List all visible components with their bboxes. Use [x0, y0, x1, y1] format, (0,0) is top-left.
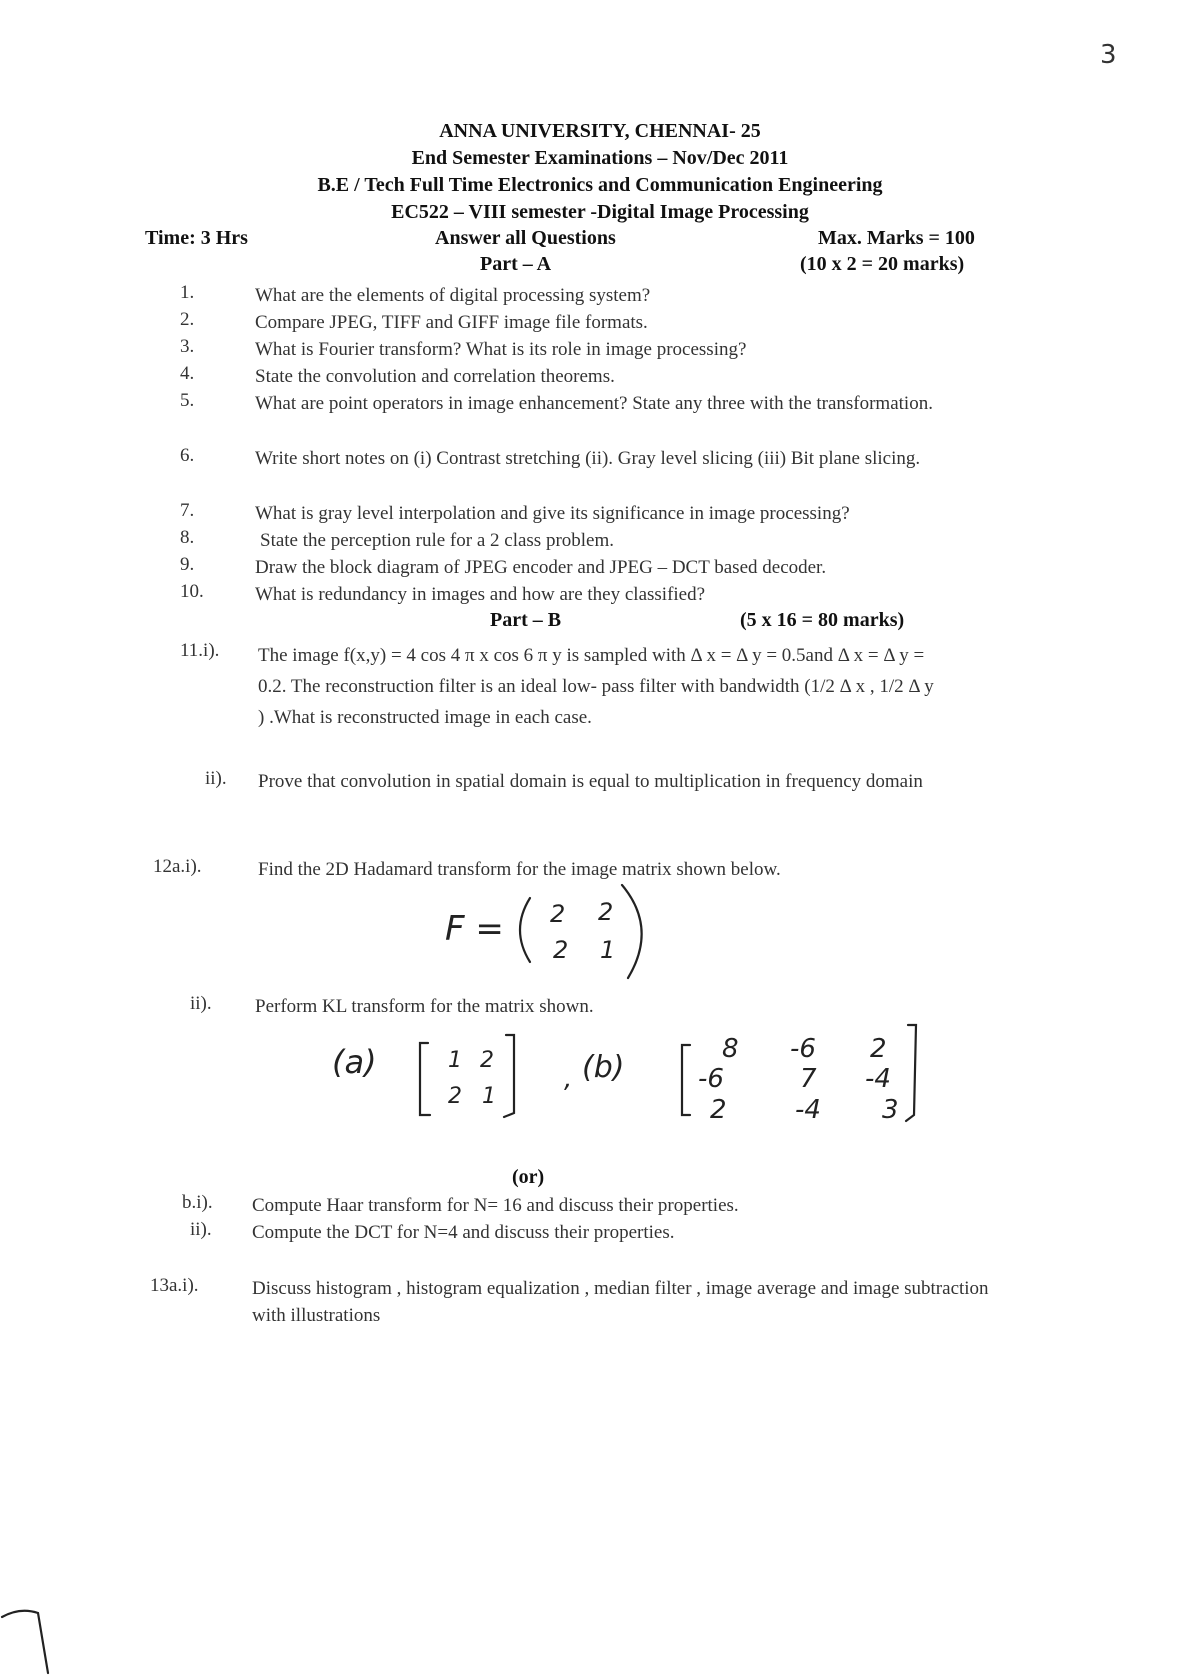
question-text: What is gray level interpolation and give its significance in image processing?: [255, 503, 850, 524]
matrix-cell: 2: [448, 1084, 462, 1109]
question-text: Discuss histogram , histogram equalization , median filter , image average and image subtraction with illustrations: [252, 1278, 989, 1326]
matrix-cell: 1: [482, 1084, 496, 1109]
question-number: 3.: [180, 336, 195, 357]
question-number: 9.: [180, 554, 195, 575]
matrix-cell: 7: [800, 1064, 817, 1094]
university-title: ANNA UNIVERSITY, CHENNAI- 25: [439, 120, 761, 142]
exam-title: End Semester Examinations – Nov/Dec 2011: [411, 147, 789, 169]
question-text: Perform KL transform for the matrix shown.: [255, 996, 594, 1017]
question-number: b.i).: [182, 1192, 213, 1213]
question-text: Draw the block diagram of JPEG encoder and JPEG – DCT based decoder.: [255, 557, 827, 578]
hadamard-matrix: [430, 880, 670, 980]
question-number: 2.: [180, 309, 195, 330]
question-number: 10.: [180, 581, 204, 602]
matrix-cell: 2: [870, 1034, 887, 1064]
question-text: The image f(x,y) = 4 cos 4 π x cos 6 π y is sampled with Δ x = Δ y = 0.5and Δ x = Δ y = 0.2. The reconstruction filter is an ideal low- pass filter with bandwidth (1/2 Δ x , 1/2 Δ y ) .What is reconstructed image in each case.: [258, 645, 934, 728]
course-title: EC522 – VIII semester -Digital Image Processing: [391, 201, 809, 223]
question-number: 13a.i).: [150, 1275, 199, 1296]
matrix-label: (b): [582, 1050, 625, 1085]
part-a-title: Part – A: [480, 253, 552, 275]
question-text: Find the 2D Hadamard transform for the image matrix shown below.: [258, 859, 781, 880]
page-number: 3: [1100, 40, 1117, 70]
program-title: B.E / Tech Full Time Electronics and Communication Engineering: [317, 174, 883, 196]
question-number: 12a.i).: [153, 856, 202, 877]
matrix-cell: 2: [480, 1048, 494, 1073]
question-number: 5.: [180, 390, 195, 411]
exam-instruction: Answer all Questions: [435, 227, 616, 249]
question-number: ii).: [190, 1219, 212, 1240]
matrix-cell: 1: [448, 1048, 462, 1073]
matrix-cell: -4: [795, 1095, 821, 1125]
matrix-cell: 2: [550, 900, 566, 928]
max-marks: Max. Marks = 100: [818, 227, 975, 249]
question-number: 4.: [180, 363, 195, 384]
question-text: State the convolution and correlation theorems.: [255, 366, 615, 387]
part-b-marks: (5 x 16 = 80 marks): [740, 609, 905, 631]
question-text: Prove that convolution in spatial domain is equal to multiplication in frequency domain: [258, 771, 923, 792]
matrix-cell: 2: [710, 1095, 727, 1125]
matrix-cell: 1: [600, 936, 616, 964]
svg-text:,: ,: [564, 1064, 573, 1094]
question-number: 7.: [180, 500, 195, 521]
exam-time: Time: 3 Hrs: [145, 227, 248, 249]
question-number: 1.: [180, 282, 195, 303]
question-text: What are the elements of digital processing system?: [255, 285, 651, 306]
question-number: ii).: [205, 768, 227, 789]
part-a-marks: (10 x 2 = 20 marks): [800, 253, 965, 275]
question-text: Compute Haar transform for N= 16 and discuss their properties.: [252, 1195, 739, 1216]
question-text: What is Fourier transform? What is its role in image processing?: [255, 339, 747, 360]
matrix-cell: -4: [865, 1064, 891, 1094]
question-text: What are point operators in image enhancement? State any three with the transformation.: [255, 393, 933, 414]
matrix-label: F =: [445, 909, 504, 949]
part-b-title: Part – B: [490, 609, 562, 631]
matrix-cell: 8: [722, 1034, 739, 1064]
matrix-cell: -6: [698, 1064, 724, 1094]
question-text: Compare JPEG, TIFF and GIFF image file formats.: [255, 312, 648, 333]
question-number: 6.: [180, 445, 195, 466]
matrix-cell: 2: [553, 936, 569, 964]
question-number: 8.: [180, 527, 195, 548]
question-text: What is redundancy in images and how are they classified?: [255, 584, 706, 605]
matrix-cell: 3: [882, 1095, 899, 1125]
kl-matrices: [320, 1015, 940, 1135]
matrix-cell: 2: [598, 898, 614, 926]
question-number: ii).: [190, 993, 212, 1014]
matrix-cell: -6: [790, 1034, 816, 1064]
question-text: Compute the DCT for N=4 and discuss their properties.: [252, 1222, 675, 1243]
question-text: Write short notes on (i) Contrast stretching (ii). Gray level slicing (iii) Bit plane slicing.: [255, 448, 921, 469]
matrix-label: (a): [332, 1043, 377, 1081]
pen-mark: [0, 1595, 60, 1677]
question-number: 11.i).: [180, 640, 220, 661]
question-text: State the perception rule for a 2 class problem.: [260, 530, 615, 551]
or-separator: (or): [512, 1166, 545, 1188]
